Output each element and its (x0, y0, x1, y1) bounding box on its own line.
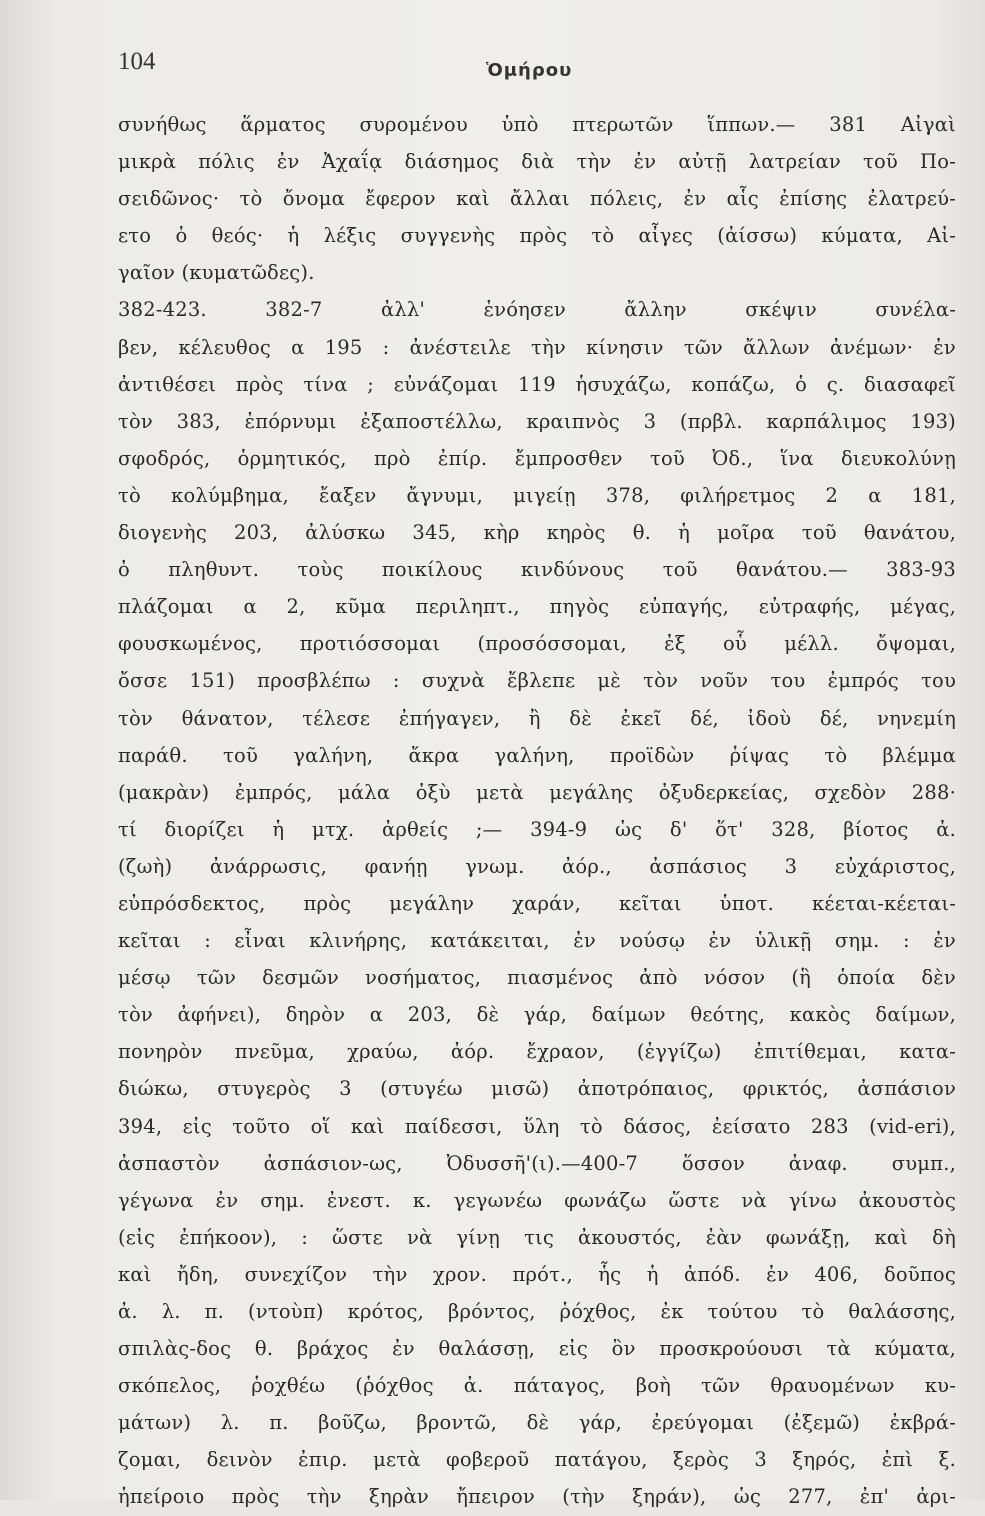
text-line: ὁ πληθυντ. τοὺς ποικίλους κινδύνους τοῦ θανάτου.— 383-93 (118, 558, 956, 582)
text-line: τὸν ἀφήνει), δηρὸν α 203, δὲ γάρ, δαίμων θεότης, κακὸς δαίμων, (118, 1003, 956, 1027)
text-line: (μακρὰν) ἐμπρός, μάλα ὀξὺ μετὰ μεγάλης ὀξυδερκείας, σχεδὸν 288· (118, 780, 956, 804)
text-line: εὐπρόσδεκτος, πρὸς μεγάλην χαράν, κεῖται ὑποτ. κέεται-κέεται- (118, 891, 956, 915)
text-line: ετο ὁ θεός· ἡ λέξις συγγενὴς πρὸς τὸ αἶγες (ἀίσσω) κύματα, Αἰ- (118, 224, 956, 248)
page-header (118, 44, 925, 88)
text-line: ὄσσε 151) προσβλέπω : συχνὰ ἔβλεπε μὲ τὸν νοῦν του ἐμπρός του (118, 669, 956, 693)
text-line: ἀ. λ. π. (ντοὺπ) κρότος, βρόντος, ῥόχθος, ἐκ τούτου τὸ θαλάσσης, (118, 1300, 956, 1323)
text-line: 394, εἰς τοῦτο οἵ καὶ παίδεσσι, ὕλη τὸ δάσος, ἐείσατο 283 (vid-eri), (118, 1114, 956, 1138)
text-line: πονηρὸν πνεῦμα, χραύω, ἀόρ. ἔχραον, (ἐγγίζω) ἐπιτίθεμαι, κατα- (118, 1040, 956, 1064)
text-line: ζομαι, δεινὸν ἐπιρ. μετὰ φοβεροῦ πατάγου, ξερὸς 3 ξηρός, ἐπὶ ξ. (118, 1448, 956, 1472)
text-line: κεῖται : εἶναι κλινήρης, κατάκειται, ἐν νούσῳ ἐν ὑλικῇ σημ. : ἐν (118, 929, 956, 953)
text-line: γαῖον (κυματῶδες). (118, 261, 315, 285)
text-line: σπιλὰς-δος θ. βράχος ἐν θαλάσσῃ, εἰς ὃν προσκρούουσι τὰ κύματα, (118, 1337, 956, 1361)
text-line: φουσκωμένος, προτιόσσομαι (προσόσσομαι, ἐξ οὗ μέλλ. ὄψομαι, (118, 632, 956, 656)
page-number: 104 (118, 48, 156, 75)
text-line: μέσῳ τῶν δεσμῶν νοσήματος, πιασμένος ἀπὸ νόσον (ἣ ὁποία δὲν (118, 966, 956, 990)
text-line: ἠπείροιο πρὸς τὴν ξηρὰν ἤπειρον (τὴν ξηράν), ὡς 277, ἐπ' ἀρι- (118, 1485, 956, 1509)
text-line: ἀντιθέσει πρὸς τίνα ; εὐνάζομαι 119 ἡσυχάζω, κοπάζω, ὁ ς. διασαφεῖ (118, 372, 956, 396)
text-line: παράθ. τοῦ γαλήνη, ἄκρα γαλήνη, προϊδὼν ῥίψας τὸ βλέμμα (118, 743, 956, 767)
text-line: καὶ ἤδη, συνεχίζον τὴν χρον. πρότ., ἧς ἡ ἀπόδ. ἐν 406, δοῦπος (118, 1262, 956, 1286)
text-line: σειδῶνος· τὸ ὄνομα ἔφερον καὶ ἄλλαι πόλεις, ἐν αἷς ἐπίσης ἐλατρεύ- (118, 187, 956, 211)
text-line: βεν, κέλευθος α 195 : ἀνέστειλε τὴν κίνησιν τῶν ἄλλων ἀνέμων· ἐν (118, 335, 956, 359)
text-line: μάτων) λ. π. βοῦζω, βροντῶ, δὲ γάρ, ἐρεύγομαι (ἐξεμῶ) ἐκβρά- (118, 1411, 956, 1435)
text-line: σφοδρός, ὁρμητικός, πρὸ ἐπίρ. ἔμπροσθεν τοῦ Ὀδ., ἵνα διευκολύνῃ (118, 446, 956, 470)
text-line: ἀσπαστὸν ἀσπάσιον-ως, Ὀδυσσῆ'(ι).—400-7 ὅσσον ἀναφ. συμπ., (118, 1151, 956, 1175)
text-line: τὸ κολύμβημα, ἔαξεν ἄγνυμι, μιγείῃ 378, φιλήρετμος 2 α 181, (118, 483, 956, 507)
text-line: πλάζομαι α 2, κῦμα περιληπτ., πηγὸς εὐπαγής, εὐτραφής, μέγας, (118, 595, 956, 619)
text-line: τί διορίζει ἡ μτχ. ἀρθείς ;— 394-9 ὡς δ' ὅτ' 328, βίοτος ἀ. (118, 817, 956, 841)
text-line: μικρὰ πόλις ἐν Ἀχαΐᾳ διάσημος διὰ τὴν ἐν αὐτῇ λατρείαν τοῦ Πο- (118, 150, 956, 174)
running-head: Ὁμήρου (486, 60, 573, 81)
text-line: (εἰς ἐπήκοον), : ὥστε νὰ γίνῃ τις ἀκουστός, ἐὰν φωνάξῃ, καὶ δὴ (118, 1225, 956, 1249)
text-line: συνήθως ἅρματος συρομένου ὑπὸ πτερωτῶν ἵππων.— 381 Αἰγαὶ (118, 113, 956, 136)
text-line: διογενὴς 203, ἀλύσκω 345, κὴρ κηρὸς θ. ἡ μοῖρα τοῦ θανάτου, (118, 521, 956, 545)
text-line: διώκω, στυγερὸς 3 (στυγέω μισῶ) ἀποτρόπαιος, φρικτός, ἀσπάσιον (118, 1077, 956, 1101)
text-line: τὸν θάνατον, τέλεσε ἐπήγαγεν, ἢ δὲ ἐκεῖ δέ, ἰδοὺ δέ, νηνεμίη (118, 706, 956, 730)
text-line: (ζωὴ) ἀνάρρωσις, φανήῃ γνωμ. ἀόρ., ἀσπάσιος 3 εὐχάριστος, (118, 854, 956, 878)
text-line: γέγωνα ἐν σημ. ἐνεστ. κ. γεγωνέω φωνάζω ὥστε νὰ γίνω ἀκουστὸς (118, 1188, 956, 1212)
text-line: τὸν 383, ἐπόρνυμι ἐξαποστέλλω, κραιπνὸς 3 (πρβλ. καρπάλιμος 193) (118, 409, 956, 433)
commentary-text (118, 106, 956, 1516)
text-line: σκόπελος, ῥοχθέω (ῥόχθος ἀ. πάταγος, βοὴ τῶν θραυομένων κυ- (118, 1374, 956, 1398)
text-line: 382-423. 382-7 ἀλλ' ἐνόησεν ἄλλην σκέψιν συνέλα- (118, 298, 956, 322)
